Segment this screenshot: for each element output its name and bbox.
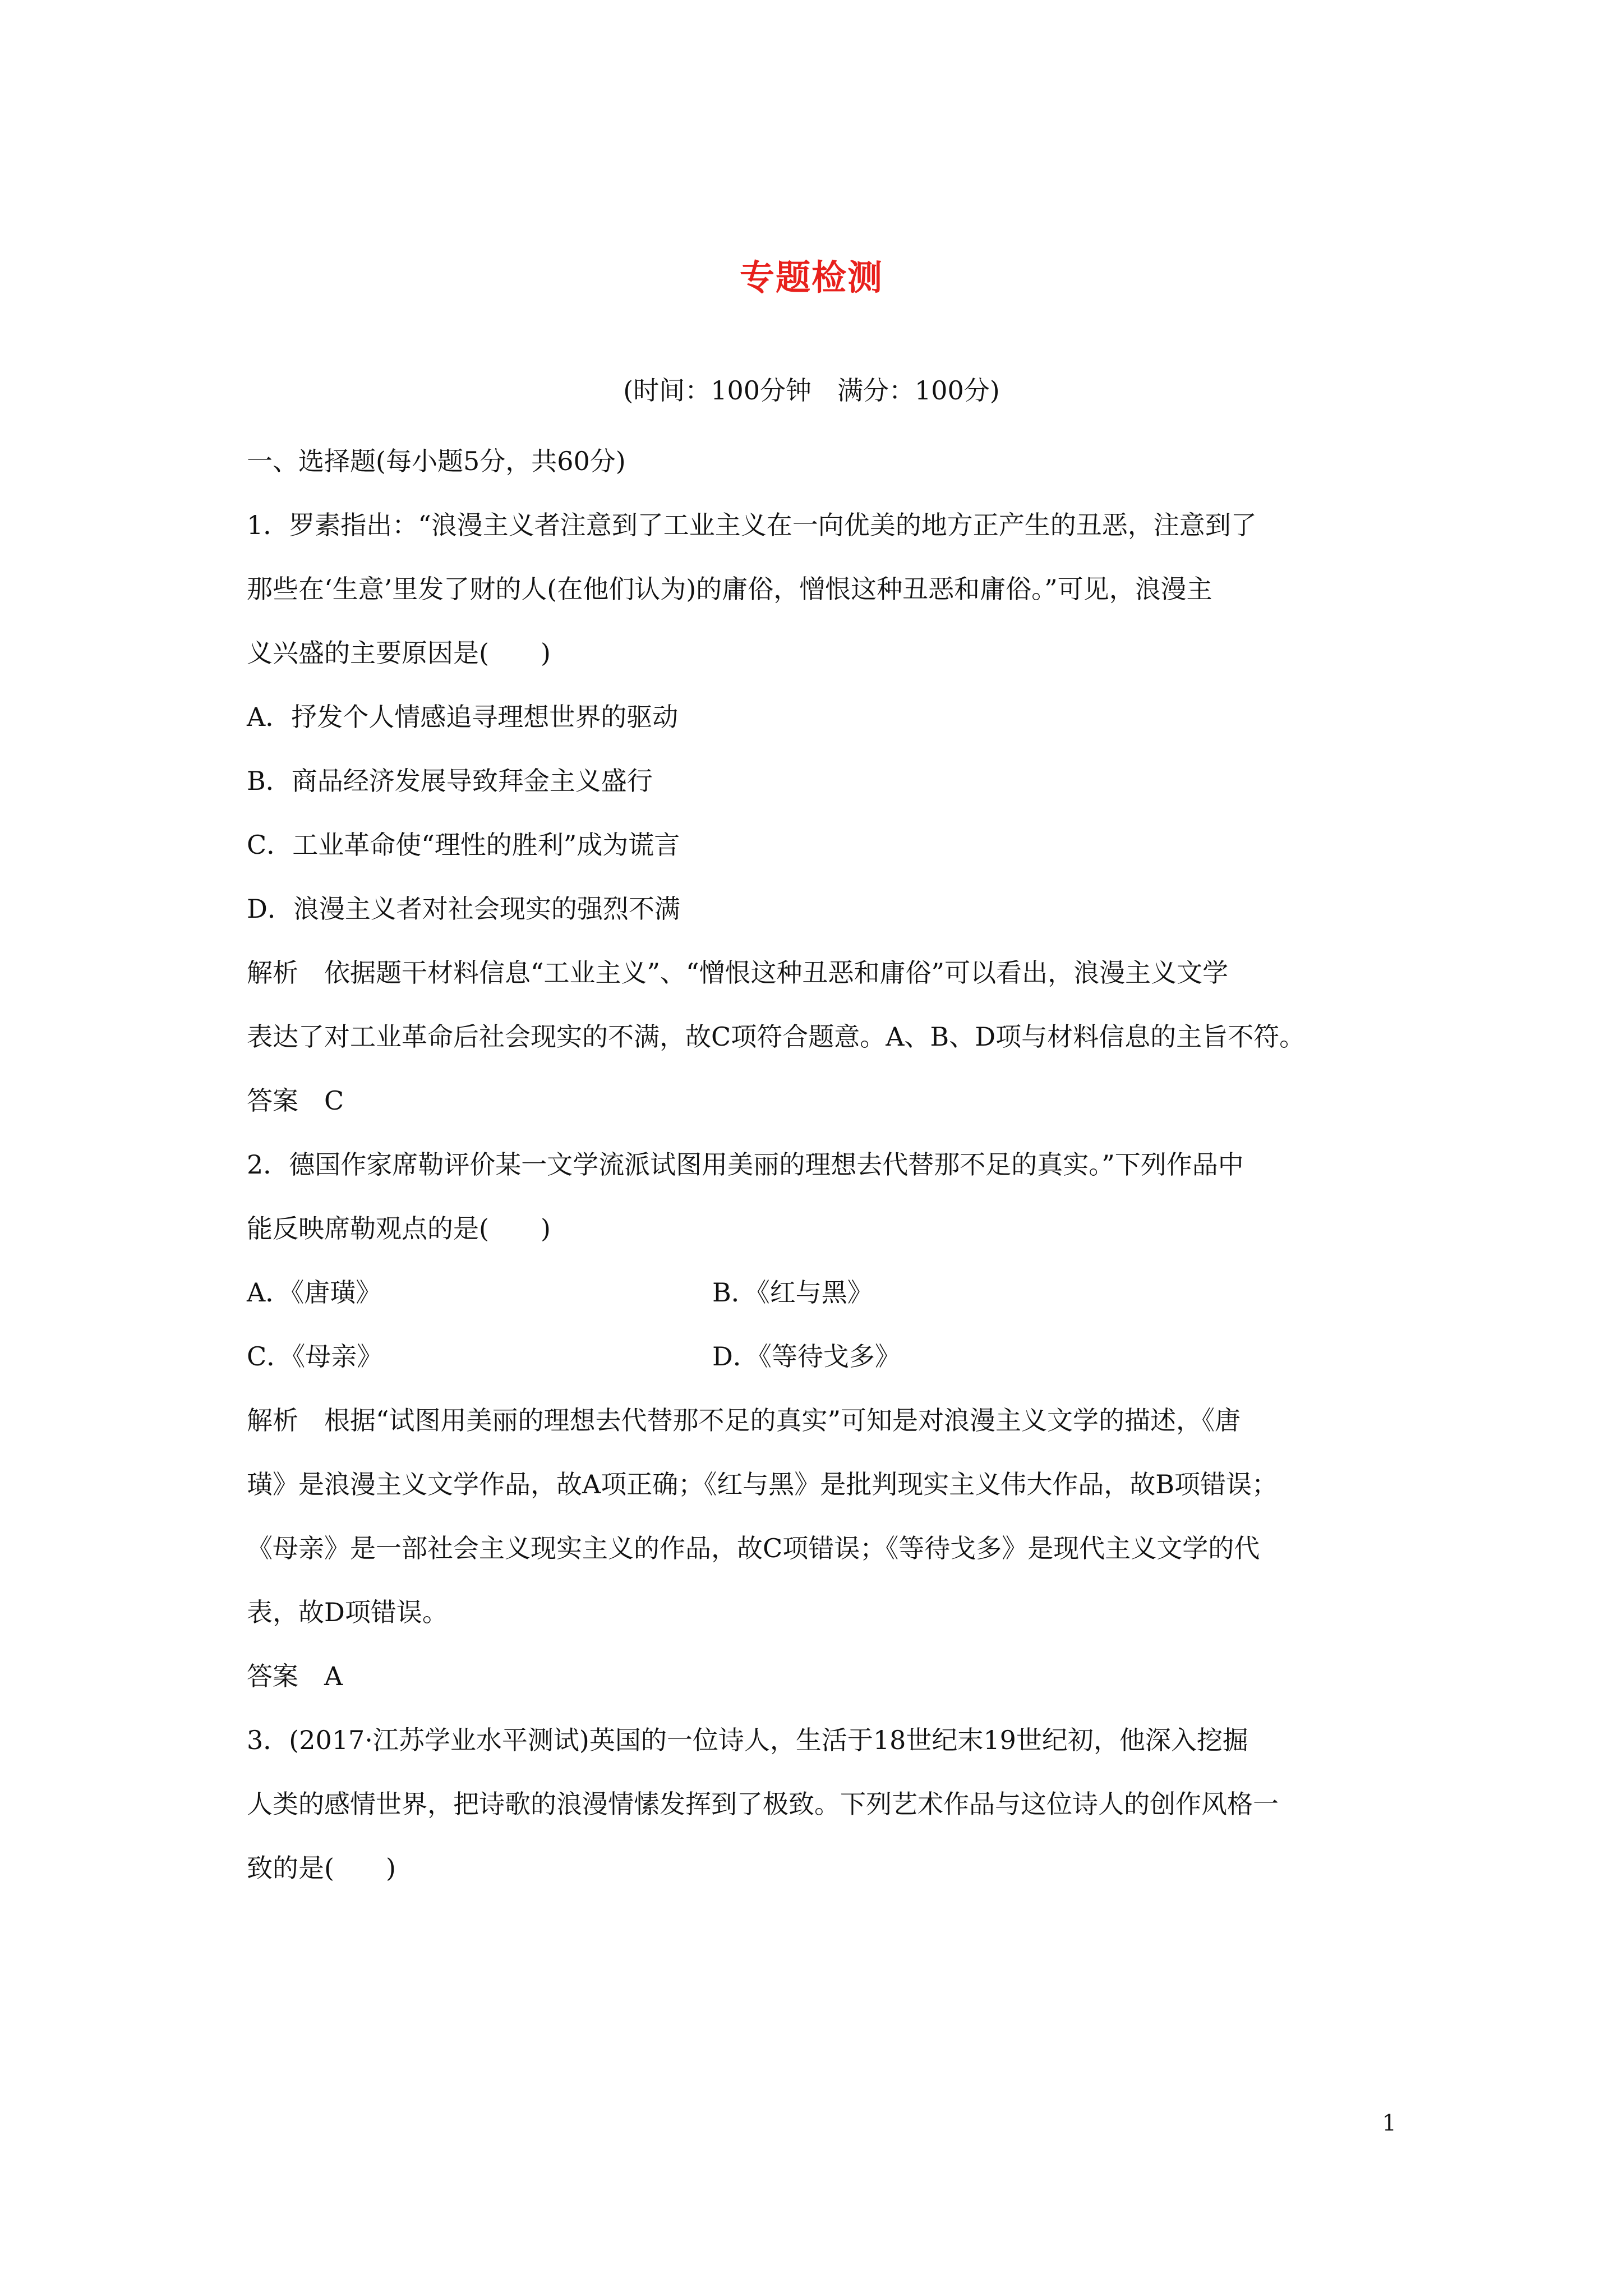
- q2-analysis-line: 解析 根据“试图用美丽的理想去代替那不足的真实”可知是对浪漫主义文学的描述，《唐: [247, 1405, 1241, 1435]
- document-body: [247, 429, 1388, 1900]
- q2-analysis-line: 《母亲》是一部社会主义现实主义的作品，故C项错误；《等待戈多》是现代主义文学的代: [247, 1533, 1260, 1563]
- q1-analysis-line: 表达了对工业革命后社会现实的不满，故C项符合题意。A、B、D项与材料信息的主旨不符。: [247, 1022, 1306, 1052]
- q2-answer: 答案 A: [247, 1661, 343, 1691]
- q2-option-a: A．《唐璜》: [247, 1277, 382, 1308]
- q2-stem-line: 2．德国作家席勒评价某一文学流派试图用美丽的理想去代替那不足的真实。”下列作品中: [247, 1149, 1244, 1180]
- q3-stem-line: 致的是( ): [247, 1853, 396, 1883]
- q3-stem-line: 人类的感情世界，把诗歌的浪漫情愫发挥到了极致。下列艺术作品与这位诗人的创作风格一: [247, 1789, 1279, 1819]
- q1-option-c: C．工业革命使“理性的胜利”成为谎言: [247, 830, 680, 860]
- q2-analysis-line: 表，故D项错误。: [247, 1597, 448, 1627]
- q3-stem-line: 3．(2017·江苏学业水平测试)英国的一位诗人，生活于18世纪末19世纪初，他深入挖掘: [247, 1725, 1248, 1755]
- q2-option-d: D．《等待戈多》: [712, 1341, 901, 1372]
- q1-stem-line: 义兴盛的主要原因是( ): [247, 638, 551, 668]
- q2-option-c: C．《母亲》: [247, 1341, 383, 1372]
- page-number: 1: [1382, 2110, 1396, 2136]
- q2-options-row: [247, 1260, 1388, 1324]
- q1-option-b: B．商品经济发展导致拜金主义盛行: [247, 766, 653, 796]
- exam-time-score: (时间：100分钟 满分：100分): [623, 375, 1000, 406]
- document-title: 专题检测: [739, 257, 883, 298]
- q1-stem-line: 那些在‘生意’里发了财的人(在他们认为)的庸俗，憎恨这种丑恶和庸俗。”可见，浪漫主: [247, 574, 1212, 604]
- q2-option-b: B．《红与黑》: [712, 1277, 873, 1308]
- q2-options-row: [247, 1324, 1388, 1388]
- q1-option-d: D．浪漫主义者对社会现实的强烈不满: [247, 894, 680, 924]
- q2-stem-line: 能反映席勒观点的是( ): [247, 1213, 551, 1244]
- q1-stem-line: 1．罗素指出：“浪漫主义者注意到了工业主义在一向优美的地方正产生的丑恶，注意到了: [247, 510, 1257, 540]
- q1-option-a: A．抒发个人情感追寻理想世界的驱动: [247, 702, 679, 732]
- section-heading: 一、选择题(每小题5分，共60分): [247, 446, 626, 476]
- q1-answer: 答案 C: [247, 1085, 344, 1116]
- q2-analysis-line: 璜》是浪漫主义文学作品，故A项正确；《红与黑》是批判现实主义伟大作品，故B项错误；: [247, 1469, 1278, 1499]
- q1-analysis-line: 解析 依据题干材料信息“工业主义”、“憎恨这种丑恶和庸俗”可以看出，浪漫主义文学: [247, 958, 1229, 988]
